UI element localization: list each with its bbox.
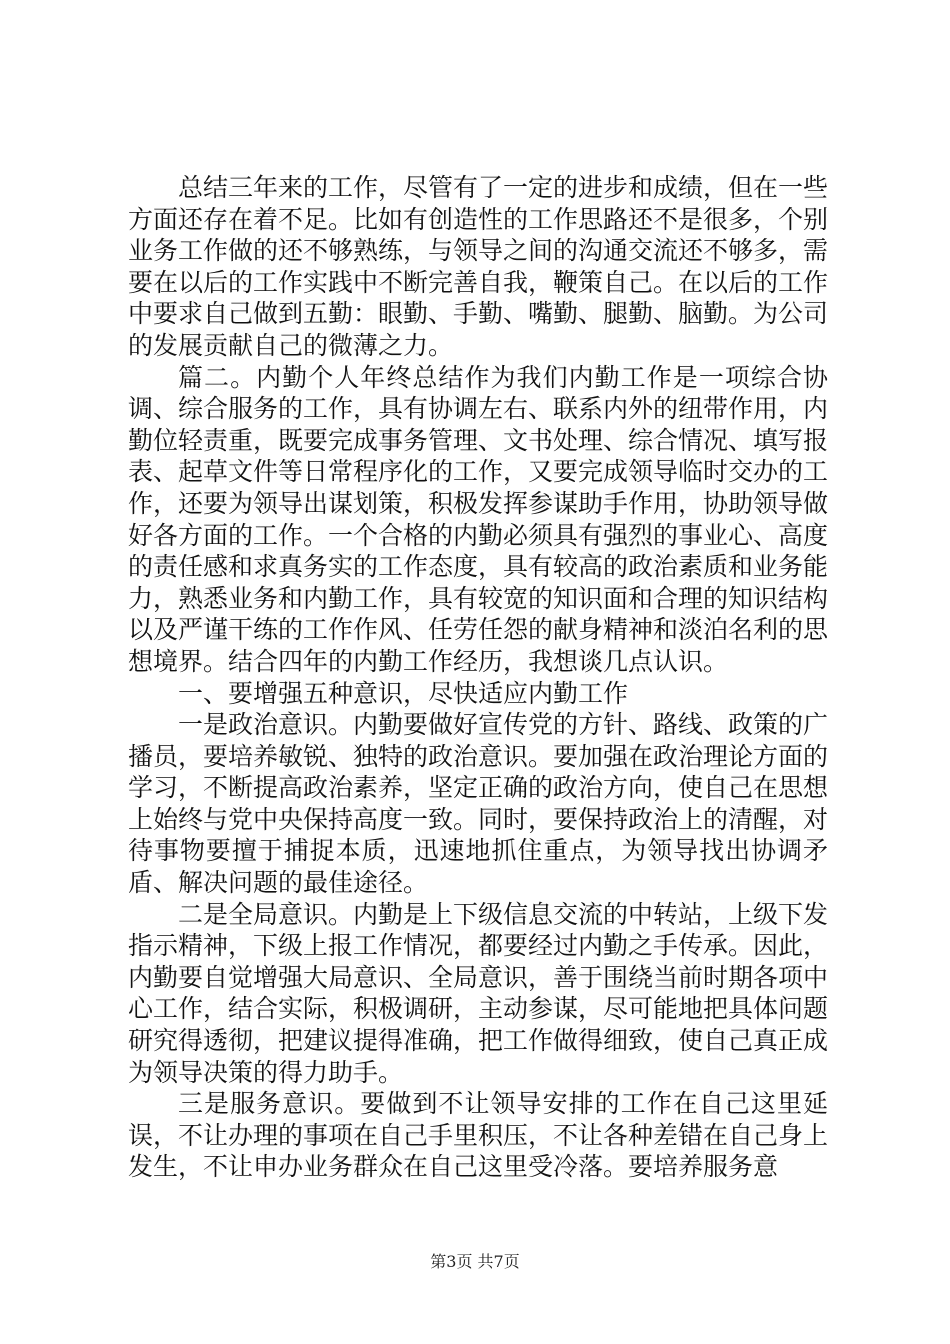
paragraph-overall-awareness: 二是全局意识。内勤是上下级信息交流的中转站，上级下发指示精神，下级上报工作情况，都要经过内勤之手传承。因此，内勤要自觉增强大局意识、全局意识，善于围绕当前时期各项中心工作，结合实际，积极调研，主动参谋，尽可能地把具体问题研究得透彻，把建议提得准确，把工作做得细致，使自己真正成为领导决策的得力助手。 <box>128 899 829 1087</box>
section-heading: 一、要增强五种意识，尽快适应内勤工作 <box>178 678 629 708</box>
paragraph-political-awareness: 一是政治意识。内勤要做好宣传党的方针、路线、政策的广播员，要培养敏锐、独特的政治意识。要加强在政治理论方面的学习，不断提高政治素养，坚定正确的政治方向，使自己在思想上始终与党中央保持高度一致。同时，要保持政治上的清醒，对待事物要擅于捕捉本质，迅速地抓住重点，为领导找出协调矛盾、解决问题的最佳途径。 <box>128 710 829 898</box>
page-number-footer: 第3页 共7页 <box>430 1252 520 1271</box>
document-body <box>128 172 828 1183</box>
paragraph-summary: 总结三年来的工作，尽管有了一定的进步和成绩，但在一些方面还存在着不足。比如有创造性的工作思路还不是很多，个别业务工作做的还不够熟练，与领导之间的沟通交流还不够多，需要在以后的工作实践中不断完善自我，鞭策自己。在以后的工作中要求自己做到五勤：眼勤、手勤、嘴勤、腿勤、脑勤。为公司的发展贡献自己的微薄之力。 <box>128 173 829 360</box>
paragraph-service-awareness: 三是服务意识。要做到不让领导安排的工作在自己这里延误，不让办理的事项在自己手里积压，不让各种差错在自己身上发生，不让申办业务群众在自己这里受冷落。要培养服务意 <box>128 1089 829 1182</box>
paragraph-part-two: 篇二。内勤个人年终总结作为我们内勤工作是一项综合协调、综合服务的工作，具有协调左右、联系内外的纽带作用，内勤位轻责重，既要完成事务管理、文书处理、综合情况、填写报表、起草文件等日常程序化的工作，又要完成领导临时交办的工作，还要为领导出谋划策，积极发挥参谋助手作用，协助领导做好各方面的工作。一个合格的内勤必须具有强烈的事业心、高度的责任感和求真务实的工作态度，具有较高的政治素质和业务能力，熟悉业务和内勤工作，具有较宽的知识面和合理的知识结构以及严谨干练的工作作风、任劳任怨的献身精神和淡泊名利的思想境界。结合四年的内勤工作经历，我想谈几点认识。 <box>128 362 829 676</box>
